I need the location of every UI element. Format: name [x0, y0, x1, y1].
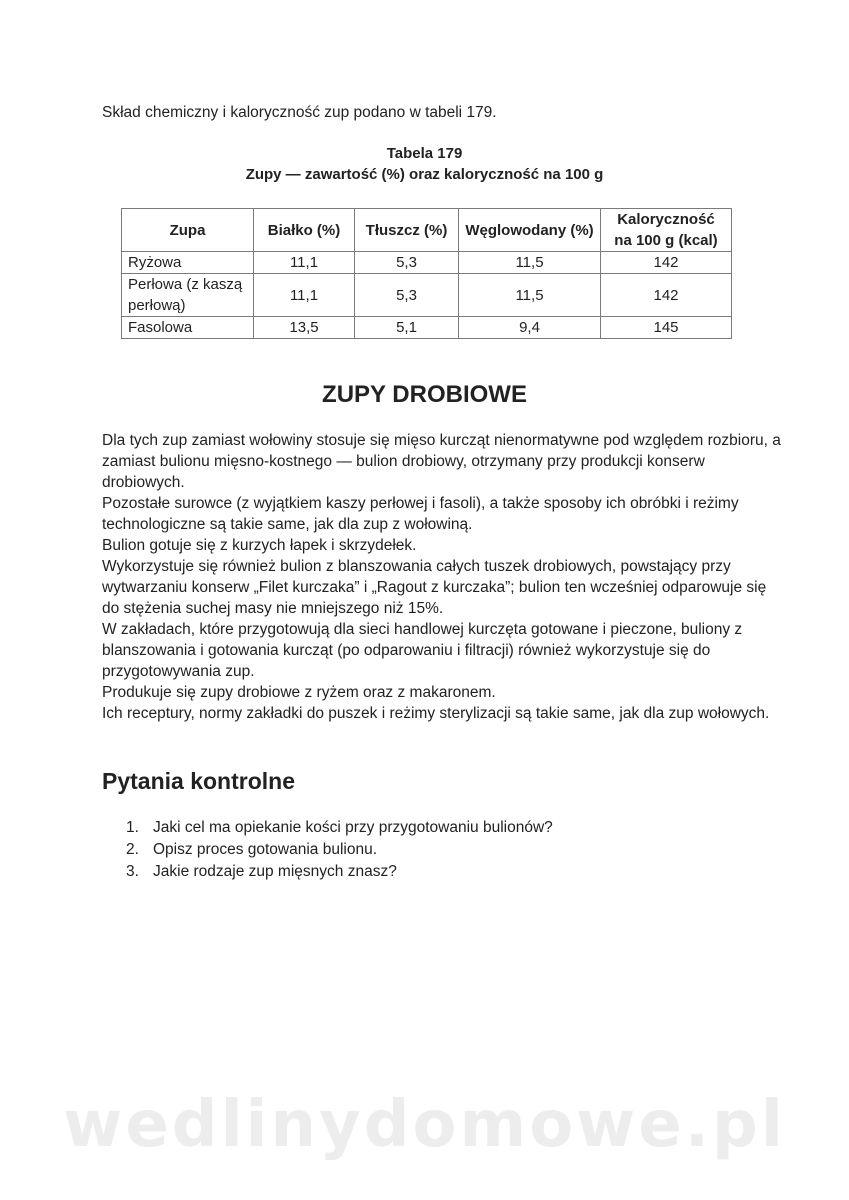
table-cell: 142	[601, 252, 732, 274]
table-cell: 142	[601, 274, 732, 317]
table-row	[122, 274, 732, 317]
header-weglowodany: Węglowodany (%)	[459, 209, 601, 252]
table-cell: 11,1	[254, 252, 355, 274]
intro-text: Skład chemiczny i kaloryczność zup podano w tabeli 179.	[102, 104, 497, 121]
paragraph: Bulion gotuje się z kurzych łapek i skrzydełek.	[102, 537, 417, 554]
table-title: Zupy — zawartość (%) oraz kaloryczność na 100 g	[245, 166, 604, 183]
paragraph: Produkuje się zupy drobiowe z ryżem oraz z makaronem.	[102, 684, 496, 701]
table-cell: Ryżowa	[122, 252, 254, 274]
questions-list	[102, 817, 553, 883]
table-header-row	[122, 209, 732, 252]
table-cell: 9,4	[459, 317, 601, 339]
header-kalorycznosc: Kaloryczność na 100 g (kcal)	[601, 209, 732, 252]
section-title: ZUPY DROBIOWE	[322, 381, 527, 408]
paragraph: Wykorzystuje się również bulion z blanszowania całych tuszek drobiowych, powstający przy wytwarzaniu konserw „Filet kurczaka” i „Ragout z kurczaka”; bulion ten wcześniej odparowuje się do stężenia suchej masy nie mniejszego niż 15%.	[102, 558, 767, 617]
table-cell: 11,5	[459, 252, 601, 274]
list-number: 2.	[126, 841, 139, 858]
list-item	[102, 839, 553, 861]
questions-heading: Pytania kontrolne	[102, 768, 295, 794]
table-cell: Perłowa (z kaszą perłową)	[122, 274, 254, 317]
list-item-text: Opisz proces gotowania bulionu.	[153, 841, 378, 858]
table-cell: 145	[601, 317, 732, 339]
table-cell: 5,1	[355, 317, 459, 339]
table-row	[122, 317, 732, 339]
watermark: wedlinydomowe.pl	[63, 1088, 786, 1162]
table-number: Tabela 179	[386, 145, 463, 162]
header-tluszcz: Tłuszcz (%)	[355, 209, 459, 252]
list-item-text: Jaki cel ma opiekanie kości przy przygotowaniu bulionów?	[153, 819, 553, 836]
list-number: 1.	[126, 819, 139, 836]
paragraph: Ich receptury, normy zakładki do puszek i reżimy sterylizacji są takie same, jak dla zup wołowych.	[102, 705, 770, 722]
table-cell: 13,5	[254, 317, 355, 339]
table-cell: 11,5	[459, 274, 601, 317]
header-zupa: Zupa	[122, 209, 254, 252]
table-cell: 5,3	[355, 252, 459, 274]
paragraph: Pozostałe surowce (z wyjątkiem kaszy perłowej i fasoli), a także sposoby ich obróbki i reżimy technologiczne są takie same, jak dla zup z wołowiną.	[102, 495, 739, 533]
paragraph: W zakładach, które przygotowują dla sieci handlowej kurczęta gotowane i pieczone, buliony z blanszowania i gotowania kurcząt (po odparowaniu i filtracji) również wykorzystuje się do przygotowywania zup.	[102, 621, 743, 680]
table-cell: Fasolowa	[122, 317, 254, 339]
list-item	[102, 861, 553, 883]
body-text	[102, 430, 782, 724]
table-cell: 11,1	[254, 274, 355, 317]
list-item	[102, 817, 553, 839]
paragraph: Dla tych zup zamiast wołowiny stosuje się mięso kurcząt nienormatywne pod względem rozbioru, a zamiast bulionu mięsno-kostnego — bulion drobiowy, otrzymany przy produkcji konserw drobiowych.	[102, 432, 781, 491]
list-number: 3.	[126, 863, 139, 880]
table-cell: 5,3	[355, 274, 459, 317]
table-row	[122, 252, 732, 274]
header-bialko: Białko (%)	[254, 209, 355, 252]
list-item-text: Jakie rodzaje zup mięsnych znasz?	[153, 863, 397, 880]
nutrition-table	[121, 208, 732, 339]
